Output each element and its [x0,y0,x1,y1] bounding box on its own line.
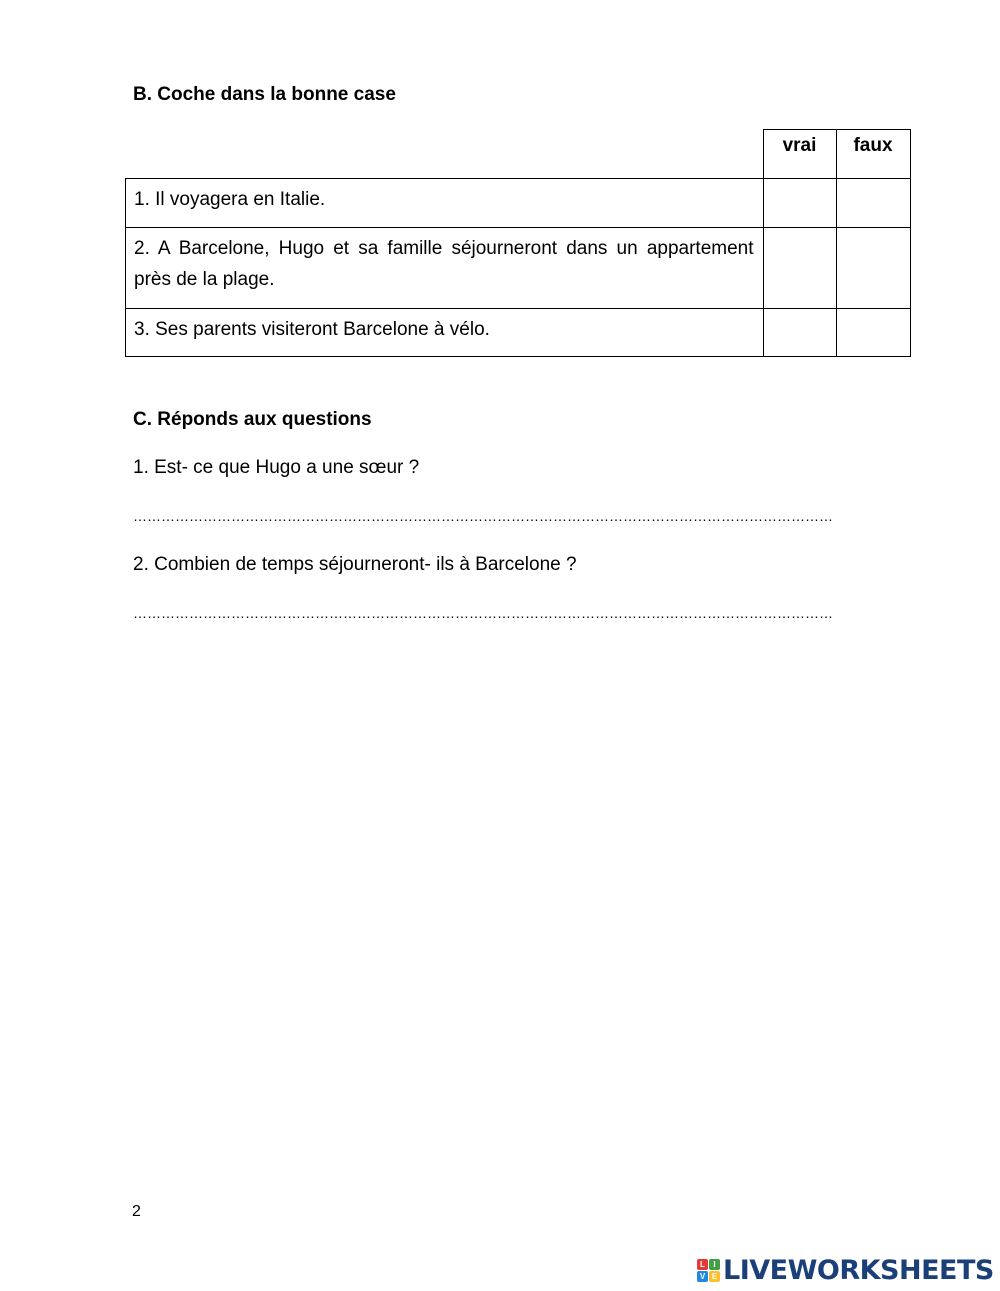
table-row [126,228,911,309]
true-false-table [125,129,911,357]
header-empty-cell [126,130,764,179]
logo-letter-l: L [697,1259,708,1270]
page-number: 2 [132,1203,141,1220]
answer-field-2[interactable]: …………………………………………………………………………………………………………………………………… [133,605,833,621]
logo-icon [697,1259,720,1282]
statement-2: 2. A Barcelone, Hugo et sa famille séjourneront dans un appartement près de la plage. [126,228,764,309]
table-row [126,179,911,228]
question-2: 2. Combien de temps séjourneront- ils à Barcelone ? [133,554,577,575]
question-1: 1. Est- ce que Hugo a une sœur ? [133,457,420,478]
section-b-title: B. Coche dans la bonne case [133,84,396,105]
checkbox-vrai-3[interactable] [763,309,836,357]
column-header-vrai: vrai [763,130,836,179]
column-header-faux: faux [836,130,910,179]
logo-letter-v: V [697,1271,708,1282]
checkbox-faux-2[interactable] [836,228,910,309]
answer-field-1[interactable]: …………………………………………………………………………………………………………………………………… [133,508,833,524]
statement-1: 1. Il voyagera en Italie. [126,179,764,228]
logo-text: LIVEWORKSHEETS [723,1254,994,1286]
logo-letter-e: E [709,1271,720,1282]
logo-letter-i: I [709,1259,720,1270]
liveworksheets-logo [697,1254,994,1286]
table-header-row [126,130,911,179]
table-row [126,309,911,357]
checkbox-vrai-1[interactable] [763,179,836,228]
checkbox-vrai-2[interactable] [763,228,836,309]
statement-3: 3. Ses parents visiteront Barcelone à vélo. [126,309,764,357]
checkbox-faux-1[interactable] [836,179,910,228]
checkbox-faux-3[interactable] [836,309,910,357]
section-c-title: C. Réponds aux questions [133,409,372,430]
